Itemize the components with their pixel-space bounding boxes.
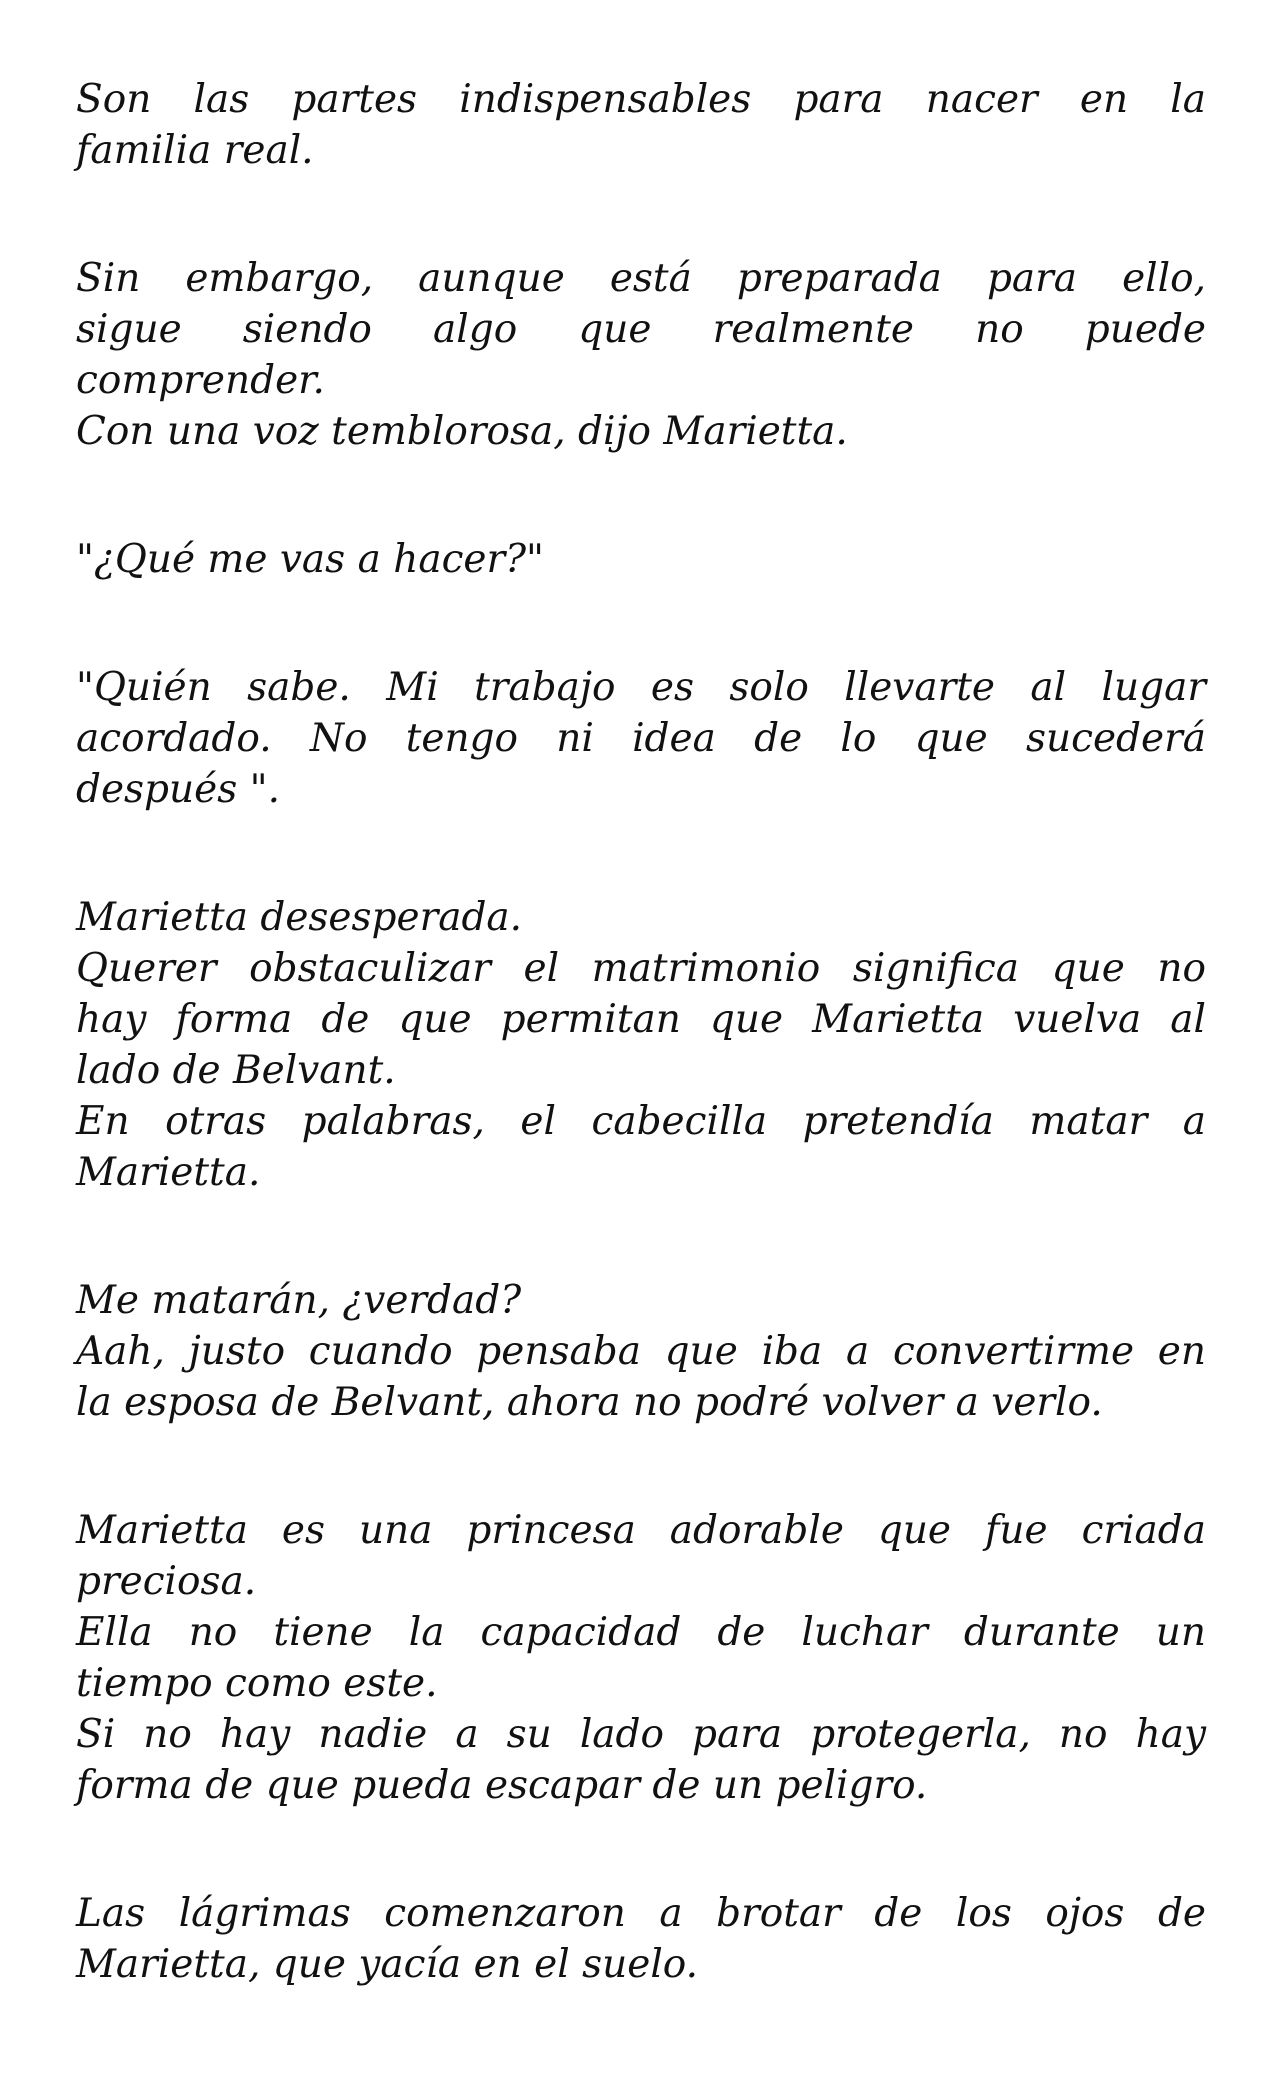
paragraph (76, 74, 1206, 176)
text-line: la esposa de Belvant, ahora no podré volver a verlo. (76, 1380, 1103, 1425)
paragraph (76, 1888, 1206, 1990)
text-line: familia real. (76, 128, 314, 173)
text-line: preciosa. (76, 1559, 257, 1604)
text-line: hay forma de que permitan que Marietta vuelva al (76, 997, 1206, 1042)
text-line: Aah, justo cuando pensaba que iba a convertirme en (76, 1329, 1206, 1374)
text-line: acordado. No tengo ni idea de lo que sucederá (76, 716, 1206, 761)
text-line: Marietta desesperada. (76, 895, 523, 940)
text-line: Marietta. (76, 1150, 261, 1195)
text-line: lado de Belvant. (76, 1048, 396, 1093)
text-line: después ". (76, 767, 280, 812)
document-page (76, 74, 1206, 1990)
text-line: Las lágrimas comenzaron a brotar de los ojos de (76, 1891, 1206, 1936)
text-line: Querer obstaculizar el matrimonio significa que no (76, 946, 1206, 991)
text-line: Son las partes indispensables para nacer en la (76, 77, 1206, 122)
text-line: tiempo como este. (76, 1661, 438, 1706)
text-line: Si no hay nadie a su lado para protegerla, no hay (76, 1712, 1206, 1757)
text-line: forma de que pueda escapar de un peligro. (76, 1763, 928, 1808)
text-line: Con una voz temblorosa, dijo Marietta. (76, 409, 848, 454)
text-line: "¿Qué me vas a hacer?" (76, 537, 544, 582)
paragraph (76, 1275, 1206, 1428)
text-line: Ella no tiene la capacidad de luchar durante un (76, 1610, 1206, 1655)
text-line: Sin embargo, aunque está preparada para ello, (76, 256, 1206, 301)
text-line: comprender. (76, 358, 325, 403)
text-line: En otras palabras, el cabecilla pretendía matar a (76, 1099, 1206, 1144)
text-line: Marietta, que yacía en el suelo. (76, 1942, 699, 1987)
paragraph (76, 662, 1206, 815)
text-line: "Quién sabe. Mi trabajo es solo llevarte al lugar (76, 665, 1206, 710)
paragraph (76, 892, 1206, 1198)
text-line: Marietta es una princesa adorable que fue criada (76, 1508, 1206, 1553)
text-line: sigue siendo algo que realmente no puede (76, 307, 1206, 352)
paragraph (76, 253, 1206, 457)
paragraph (76, 534, 1206, 585)
text-line: Me matarán, ¿verdad? (76, 1278, 522, 1323)
paragraph (76, 1505, 1206, 1811)
